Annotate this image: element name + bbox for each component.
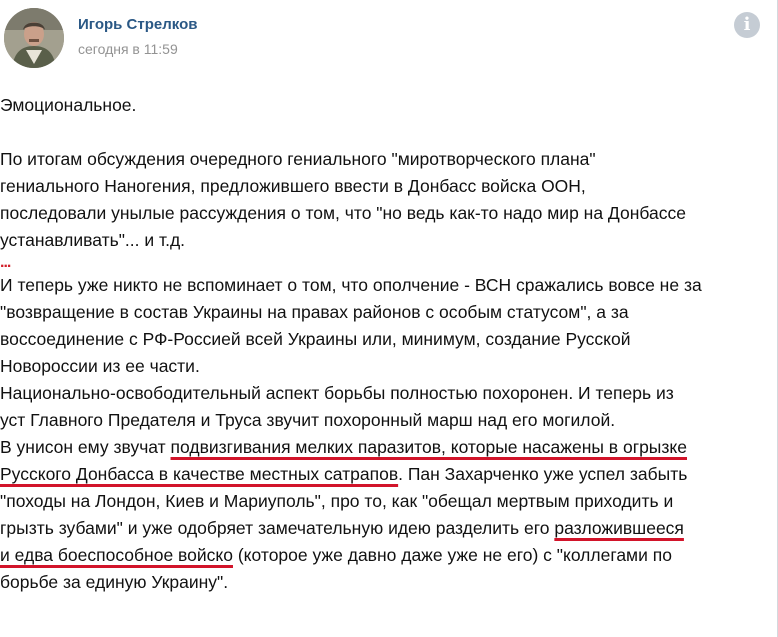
underlined-text: и едва боеспособное войско bbox=[0, 545, 233, 565]
avatar[interactable] bbox=[4, 8, 64, 68]
text-segment: грызть зубами" и уже одобряет замечательную идею разделить его bbox=[0, 518, 555, 538]
author-name-link[interactable]: Игорь Стрелков bbox=[78, 16, 198, 33]
red-ellipsis: ... bbox=[0, 254, 11, 271]
text-line: И теперь уже никто не вспоминает о том, что ополчение - ВСН сражались вовсе не за bbox=[0, 275, 702, 295]
paragraph-title: Эмоциональное. bbox=[0, 95, 137, 115]
info-icon[interactable]: i bbox=[734, 12, 760, 38]
text-line: гениального Наногения, предложившего ввести в Донбасс войска ООН, bbox=[0, 176, 586, 196]
text-segment: В унисон ему звучат bbox=[0, 437, 171, 457]
text-line: уст Главного Предателя и Труса звучит похоронный марш над его могилой. bbox=[0, 410, 616, 430]
text-line bbox=[0, 542, 760, 569]
text-line: "возвращение в состав Украины на правах районов с особым статусом", а за bbox=[0, 302, 629, 322]
underlined-text: подвизгивания мелких паразитов, которые насажены в огрызке bbox=[170, 437, 687, 457]
post-header bbox=[0, 0, 778, 80]
text-line: устанавливать"... и т.д. bbox=[0, 230, 186, 250]
text-line: воссоединение с РФ-Россией всей Украины или, минимум, создание Русской bbox=[0, 329, 631, 349]
avatar-image bbox=[4, 8, 64, 68]
text-segment: (которое уже давно даже уже не его) с "коллегами по bbox=[232, 545, 672, 565]
post-text bbox=[0, 92, 760, 596]
paragraph-spacer bbox=[0, 119, 760, 146]
underlined-text: Русского Донбасса в качестве местных сатрапов bbox=[0, 464, 399, 484]
text-line: последовали унылые рассуждения о том, что "но ведь как-то надо мир на Донбассе bbox=[0, 203, 686, 223]
text-line bbox=[0, 461, 760, 488]
underlined-text: разложившееся bbox=[554, 518, 684, 538]
text-line: Национально-освободительный аспект борьбы полностью похоронен. И теперь из bbox=[0, 383, 674, 403]
text-segment: . Пан Захарченко уже успел забыть bbox=[398, 464, 688, 484]
text-line: По итогам обсуждения очередного гениального "миротворческого плана" bbox=[0, 149, 596, 169]
text-line: "походы на Лондон, Киев и Мариуполь", про то, как "обещал мертвым приходить и bbox=[0, 491, 674, 511]
text-line bbox=[0, 515, 760, 542]
text-line: борьбе за единую Украину". bbox=[0, 572, 229, 592]
text-line bbox=[0, 434, 760, 461]
text-line: Новороссии из ее части. bbox=[0, 356, 200, 376]
post-timestamp[interactable]: сегодня в 11:59 bbox=[78, 41, 178, 57]
